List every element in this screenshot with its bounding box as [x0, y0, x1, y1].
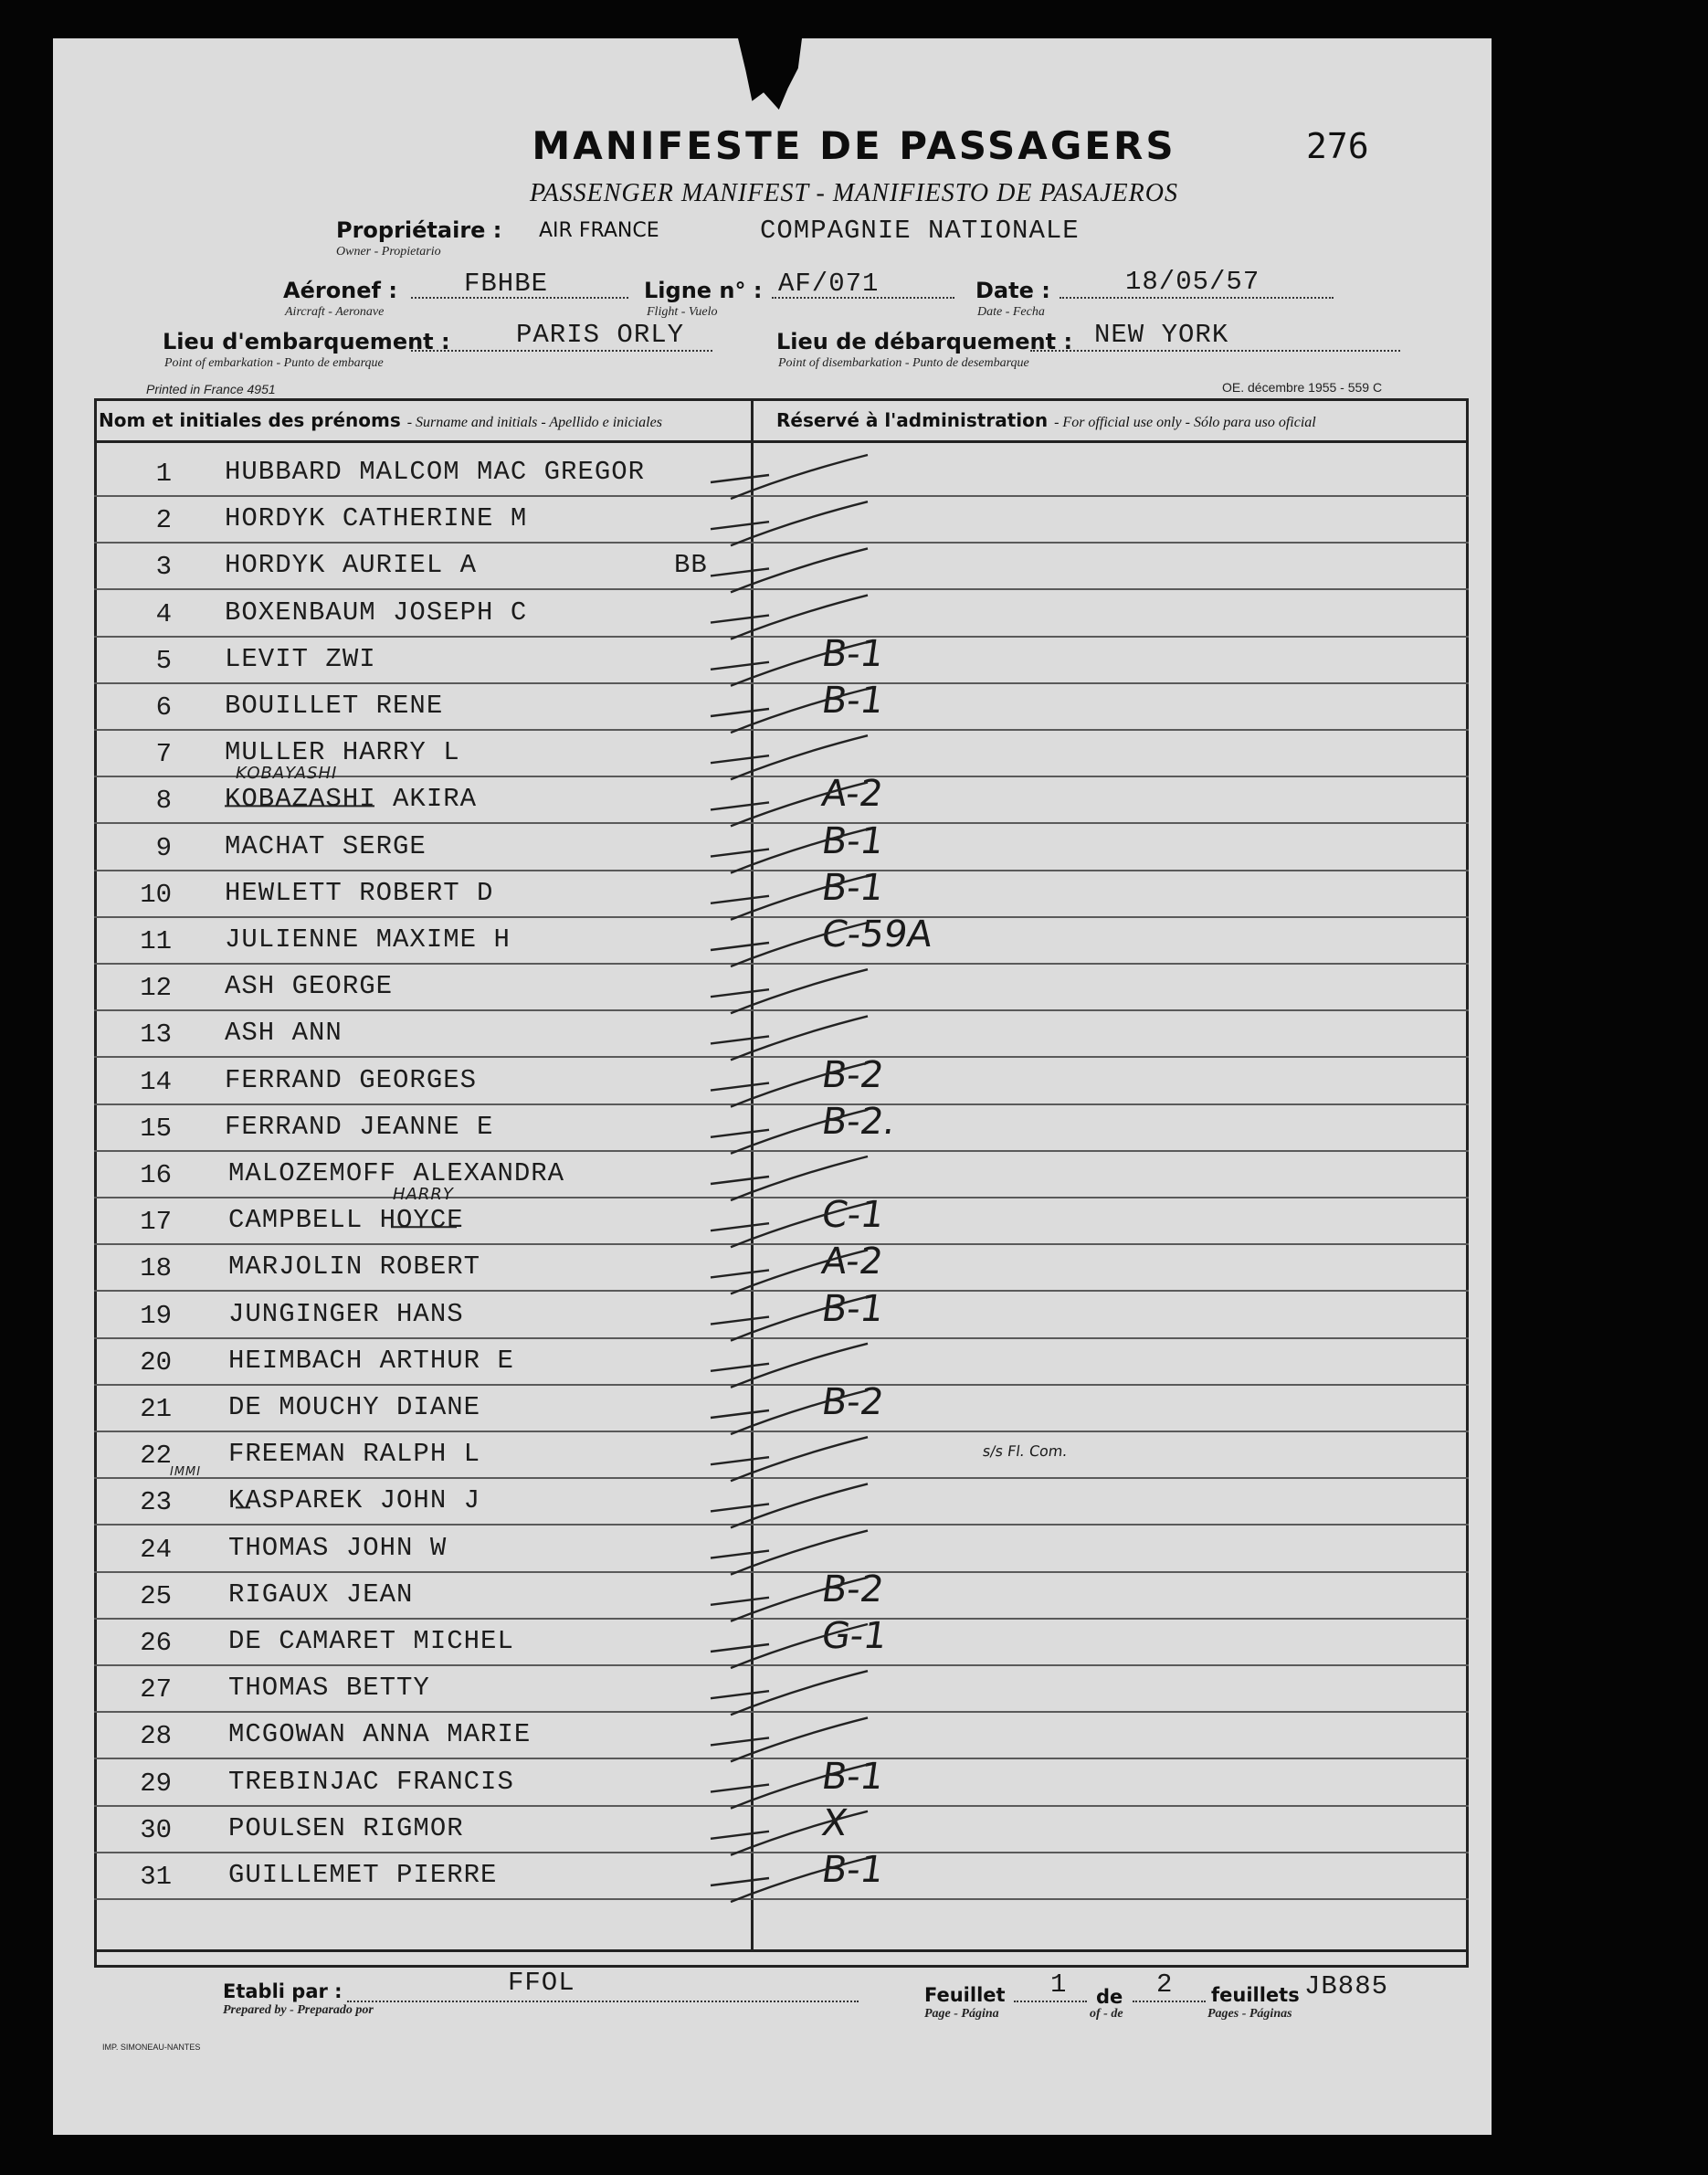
sheet-sublabel: Page - Página: [924, 2007, 999, 2021]
passenger-name: HEIMBACH ARTHUR E: [228, 1345, 514, 1376]
admin-note: G-1: [818, 1615, 891, 1657]
admin-note: B-1: [818, 1849, 887, 1891]
check-stroke: [711, 455, 868, 499]
aircraft-sublabel: Aircraft - Aeronave: [285, 305, 385, 319]
admin-note: s/s Fl. Com.: [981, 1442, 1069, 1461]
row-number: 11: [140, 926, 172, 956]
passenger-name: JULIENNE MAXIME H: [225, 924, 511, 955]
of-label: de: [1096, 1986, 1123, 2008]
page-number: 276: [1306, 126, 1369, 166]
passenger-name: THOMAS BETTY: [228, 1673, 430, 1704]
passenger-name: RIGAUX JEAN: [228, 1578, 414, 1610]
passenger-name: MCGOWAN ANNA MARIE: [228, 1719, 532, 1750]
page-title: MANIFESTE DE PASSAGERS: [532, 123, 1176, 168]
passenger-name: MULLER HARRY L: [225, 737, 460, 768]
infant-code: BB: [674, 550, 708, 581]
check-stroke: [711, 1156, 868, 1200]
admin-note: A-2: [818, 773, 886, 816]
row-number: 26: [140, 1628, 172, 1658]
passenger-name: HORDYK AURIEL A: [225, 550, 478, 581]
admin-note: B-2: [818, 1381, 887, 1423]
row-number: 30: [140, 1814, 172, 1845]
row-number: 22: [140, 1441, 172, 1472]
check-stroke: [711, 969, 868, 1013]
printer-imprint: IMP. SIMONEAU-NANTES: [102, 2043, 201, 2052]
row-number: 18: [140, 1253, 172, 1284]
row-number: 27: [140, 1674, 172, 1705]
aircraft-value: FBHBE: [464, 269, 549, 299]
passenger-name: MARJOLIN ROBERT: [228, 1251, 481, 1283]
passenger-name: POULSEN RIGMOR: [228, 1812, 464, 1843]
col-name-header-text: Nom et initiales des prénoms: [99, 409, 401, 431]
check-stroke: [711, 548, 868, 592]
check-stroke: [711, 1110, 868, 1154]
passenger-name: CAMPBELL HOYCE: [228, 1205, 464, 1236]
flight-sublabel: Flight - Vuelo: [647, 305, 718, 319]
date-sublabel: Date - Fecha: [977, 305, 1045, 319]
passenger-name: HORDYK CATHERINE M: [225, 503, 528, 534]
passenger-name: KOBAZASHI AKIRA: [225, 784, 478, 815]
admin-note: B-1: [818, 819, 887, 862]
check-stroke: [711, 735, 868, 779]
embark-value: PARIS ORLY: [516, 320, 685, 350]
check-stroke: [711, 923, 868, 966]
handwritten-correction: KOBAYASHI: [236, 764, 338, 784]
owner-value-2: COMPAGNIE NATIONALE: [760, 216, 1080, 246]
check-stroke: [711, 689, 868, 733]
sheets-sublabel: Pages - Páginas: [1207, 2007, 1292, 2021]
row-number: 21: [140, 1394, 172, 1424]
row-number: 8: [155, 786, 172, 817]
prepared-line: [347, 2001, 859, 2002]
admin-note: B-1: [818, 632, 887, 675]
passenger-name: BOUILLET RENE: [225, 691, 444, 721]
passenger-name: LEVIT ZWI: [225, 643, 376, 674]
owner-value: AIR FRANCE: [539, 219, 659, 242]
sheets-label: feuillets: [1211, 1984, 1300, 2006]
admin-note: B-1: [818, 680, 887, 722]
admin-note: C-59A: [818, 913, 935, 956]
check-stroke: [711, 1858, 868, 1902]
handwritten-correction: IMMI: [170, 1465, 202, 1480]
prepared-label: Etabli par :: [223, 1980, 343, 2002]
admin-note: C-1: [818, 1194, 888, 1237]
owner-sublabel: Owner - Propietario: [336, 245, 441, 259]
row-number: 5: [155, 645, 172, 676]
col-admin-header-text: Réservé à l'administration: [776, 409, 1049, 431]
check-stroke: [711, 1483, 868, 1527]
row-number: 19: [140, 1300, 172, 1331]
form-reference: OE. décembre 1955 - 559 C: [1222, 380, 1383, 395]
admin-note: B-1: [818, 1755, 887, 1798]
owner-label: Propriétaire :: [336, 217, 502, 243]
passenger-name: MACHAT SERGE: [225, 830, 427, 861]
row-number: 17: [140, 1207, 172, 1238]
row-number: 1: [155, 459, 172, 489]
row-number: 9: [155, 832, 172, 863]
date-label: Date :: [975, 278, 1050, 303]
sheet-code: JB885: [1304, 1971, 1389, 2001]
passenger-name: JUNGINGER HANS: [228, 1298, 464, 1329]
of-line: [1133, 2001, 1206, 2002]
check-stroke: [711, 1531, 868, 1575]
passenger-name: BOXENBAUM JOSEPH C: [225, 597, 528, 628]
check-stroke: [711, 1250, 868, 1293]
row-number: 31: [140, 1862, 172, 1892]
date-value: 18/05/57: [1125, 267, 1260, 297]
flight-value: AF/071: [778, 269, 880, 299]
of-sublabel: of - de: [1090, 2007, 1123, 2021]
check-stroke: [711, 642, 868, 686]
page-subtitle: PASSENGER MANIFEST - MANIFIESTO DE PASAJEROS: [530, 179, 1178, 207]
check-stroke: [711, 1578, 868, 1621]
passenger-name: HUBBARD MALCOM MAC GREGOR: [225, 457, 646, 487]
handwritten-correction: HARRY: [393, 1185, 454, 1205]
disembark-value: NEW YORK: [1094, 320, 1229, 350]
check-stroke: [711, 1624, 868, 1668]
admin-note: B-1: [818, 1287, 887, 1330]
passenger-name: DE MOUCHY DIANE: [228, 1392, 481, 1422]
admin-note: A-2: [818, 1241, 886, 1283]
check-stroke: [711, 1016, 868, 1060]
check-stroke: [711, 782, 868, 826]
row-number: 20: [140, 1346, 172, 1378]
row-number: 10: [140, 879, 172, 910]
row-number: 23: [140, 1487, 172, 1518]
check-stroke: [711, 1203, 868, 1247]
check-stroke: [711, 1063, 868, 1107]
check-stroke: [711, 1297, 868, 1341]
row-number: 24: [140, 1534, 172, 1565]
admin-note: B-2.: [818, 1100, 899, 1143]
passenger-name: GUILLEMET PIERRE: [228, 1860, 498, 1890]
flight-label: Ligne n° :: [644, 278, 763, 303]
check-stroke: [711, 1671, 868, 1715]
row-number: 25: [140, 1580, 172, 1611]
passenger-name: FERRAND JEANNE E: [225, 1111, 494, 1142]
passenger-name: FREEMAN RALPH L: [228, 1439, 481, 1470]
embark-label: Lieu d'embarquement :: [163, 329, 450, 354]
passenger-name: ASH GEORGE: [225, 971, 394, 1002]
disembark-label: Lieu de débarquement :: [776, 329, 1073, 354]
row-number: 13: [140, 1019, 172, 1051]
check-stroke: [711, 876, 868, 920]
passenger-name: TREBINJAC FRANCIS: [228, 1766, 514, 1797]
passenger-name: ASH ANN: [225, 1018, 343, 1049]
sheet-value: 1: [1050, 1969, 1068, 2000]
check-stroke: [711, 1765, 868, 1809]
col-name-header-sub: - Surname and initials - Apellido e iniciales: [406, 415, 662, 430]
admin-note: B-2: [818, 1568, 887, 1610]
row-number: 3: [155, 552, 172, 583]
printed-note: Printed in France 4951: [146, 382, 276, 396]
check-stroke: [711, 1344, 868, 1388]
check-stroke: [711, 1811, 868, 1855]
check-stroke: [711, 596, 868, 639]
admin-note: B-2: [818, 1053, 887, 1096]
row-number: 12: [140, 973, 172, 1004]
row-number: 4: [155, 598, 172, 629]
col-admin-header-sub: - For official use only - Sólo para uso oficial: [1054, 415, 1316, 430]
passenger-name: FERRAND GEORGES: [225, 1064, 478, 1095]
prepared-value: FFOL: [508, 1968, 575, 1998]
prepared-sublabel: Prepared by - Preparado por: [223, 2003, 374, 2017]
passenger-name: MALOZEMOFF ALEXANDRA: [228, 1158, 565, 1188]
passenger-name: THOMAS JOHN W: [228, 1532, 448, 1563]
passenger-name: KASPAREK JOHN J: [228, 1485, 481, 1516]
aircraft-label: Aéronef :: [283, 278, 397, 303]
check-stroke: [711, 502, 868, 545]
of-value: 2: [1156, 1969, 1174, 2000]
row-number: 16: [140, 1160, 172, 1190]
row-number: 7: [155, 739, 172, 770]
check-stroke: [711, 829, 868, 873]
disembark-sublabel: Point of disembarkation - Punto de desembarque: [778, 356, 1029, 370]
row-number: 29: [140, 1768, 172, 1799]
check-stroke: [711, 1390, 868, 1434]
admin-note: B-1: [818, 866, 887, 909]
row-number: 6: [155, 692, 172, 723]
check-stroke: [711, 1437, 868, 1481]
passenger-name: HEWLETT ROBERT D: [225, 877, 494, 908]
embark-sublabel: Point of embarkation - Punto de embarque: [164, 356, 384, 370]
row-number: 15: [140, 1113, 172, 1144]
passenger-name: DE CAMARET MICHEL: [228, 1626, 514, 1656]
check-stroke: [711, 1717, 868, 1761]
sheet-line: [1014, 2001, 1087, 2002]
row-number: 2: [155, 505, 172, 536]
row-number: 28: [140, 1721, 172, 1752]
sheet-label: Feuillet: [924, 1984, 1006, 2006]
row-number: 14: [140, 1066, 172, 1097]
admin-note: X: [818, 1801, 850, 1844]
